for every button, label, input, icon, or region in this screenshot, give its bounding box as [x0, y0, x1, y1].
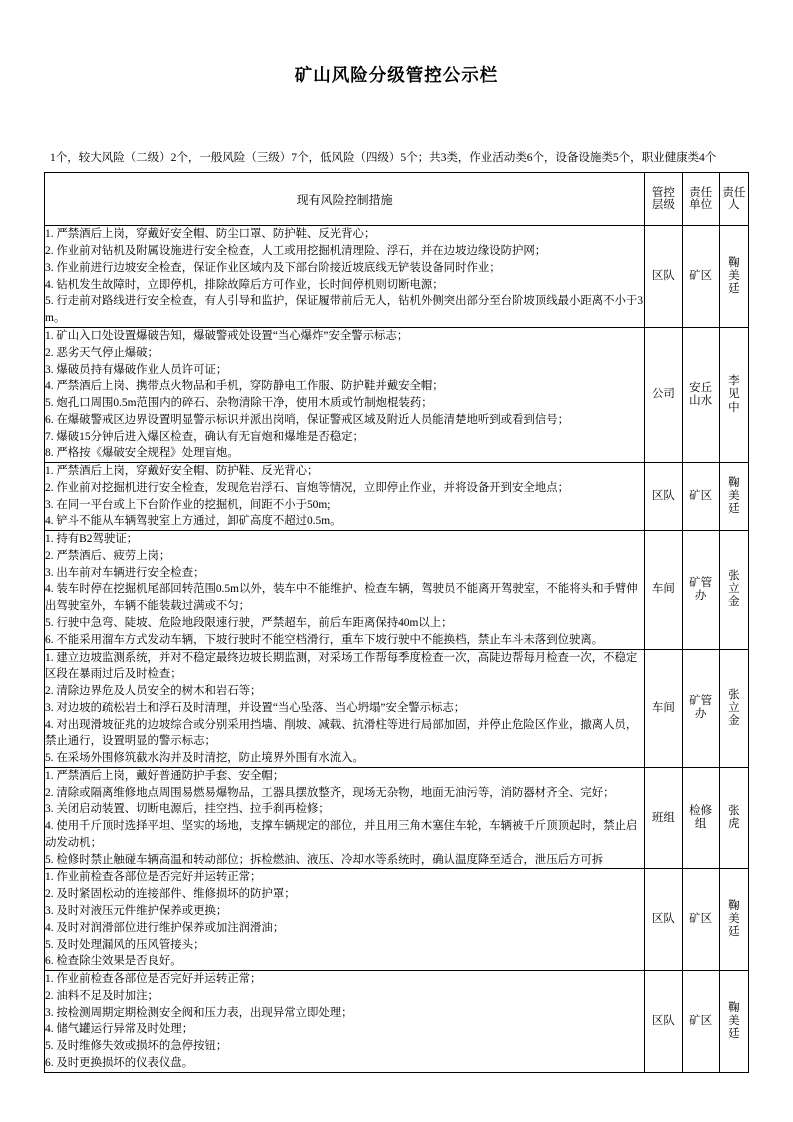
measure-item: 4. 使用千斤顶时选择平坦、坚实的场地，支撑车辆规定的部位，并且用三角木塞住车轮，车辆被千斤顶顶起时，禁止启动发动机； [45, 820, 638, 849]
measure-item: 2. 清除边界危及人员安全的树木和岩石等； [45, 685, 262, 698]
measure-item: 7. 爆破15分钟后进入爆区检查，确认有无盲炮和爆堆是否稳定； [45, 430, 364, 443]
measure-item: 6. 检查除尘效果是否良好。 [45, 955, 182, 968]
measure-item: 1. 严禁酒后上岗，穿戴好安全帽、防护鞋、反光背心； [45, 465, 319, 478]
measure-item: 4. 严禁酒后上岗、携带点火物品和手机，穿防静电工作服、防护鞋并戴安全帽； [45, 380, 444, 393]
measure-item: 1. 作业前检查各部位是否完好并运转正常； [45, 871, 262, 884]
measure-item: 6. 不能采用溜车方式发动车辆，下坡行驶时不能空档滑行，重车下坡行驶中不能换档，禁止车斗未落到位驶离。 [45, 633, 604, 646]
cell-measures [45, 767, 645, 869]
cell-unit [682, 327, 719, 462]
column-header-measures: 现有风险控制措施 [45, 173, 645, 226]
measure-item: 6. 在爆破警戒区边界设置明显警示标识并派出岗哨，保证警戒区域及附近人员能清楚地听到或看到信号； [45, 413, 569, 426]
measure-item: 3. 按检测周期定期检测安全阀和压力表，出现异常立即处理； [45, 1006, 353, 1019]
cell-level [645, 971, 682, 1073]
measure-item: 3. 在同一平台或上下台阶作业的挖掘机，间距不小于50m; [45, 498, 331, 511]
cell-unit [682, 767, 719, 869]
measure-item: 5. 检修时禁止触碰车辆高温和转动部位；拆检燃油、液压、冷却水等系统时，确认温度降至适合，泄压后方可拆 [45, 853, 604, 866]
measure-item: 4. 钻机发生故障时，立即停机，排除故障后方可作业，长时间停机则切断电源； [45, 278, 444, 291]
cell-level-text: 区队 [651, 270, 675, 283]
measure-item: 2. 作业前对挖掘机进行安全检查，发现危岩浮石、盲炮等情况，立即停止作业，并将设备开到安全地点； [45, 481, 569, 494]
table-header [45, 173, 749, 226]
cell-person [719, 869, 748, 971]
measure-item: 4. 装车时停在挖掘机尾部回转范围0.5m以外，装车中不能维护、检查车辆，驾驶员不能离开驾驶室，不能将头和手臂伸出驾驶室外，车辆不能装载过满或不匀； [45, 583, 638, 613]
risk-summary-line: 1个，较大风险（二级）2个，一般风险（三级）7个，低风险（四级）5个；共3类，作业活动类6个，设备设施类5个，职业健康类4个 [50, 151, 717, 164]
cell-unit [682, 649, 719, 767]
measure-item: 4. 及时对润滑部位进行维护保养或加注润滑油； [45, 921, 285, 934]
cell-measures [45, 649, 645, 767]
cell-level [645, 869, 682, 971]
table-row [45, 463, 749, 531]
cell-measures [45, 971, 645, 1073]
cell-level [645, 649, 682, 767]
risk-control-table [44, 172, 749, 1072]
cell-level [645, 531, 682, 649]
measure-item: 2. 清除或隔离维修地点周围易燃易爆物品，工器具摆放整齐，现场无杂物，地面无油污等，消防器材齐全、完好； [45, 786, 615, 799]
cell-unit [682, 226, 719, 328]
table-row [45, 226, 749, 328]
table-body [45, 226, 749, 1072]
cell-person-text: 张立金 [728, 688, 740, 727]
cell-level-text: 车间 [651, 701, 675, 714]
cell-person-text: 张虎 [728, 805, 740, 831]
cell-person [719, 463, 748, 531]
table-row [45, 531, 749, 649]
cell-measures [45, 226, 645, 328]
measure-item: 3. 作业前进行边坡安全检查，保证作业区域内及下部台阶接近坡底线无铲装设备同时作业； [45, 261, 501, 274]
cell-person-text: 李见中 [728, 375, 740, 414]
measure-item: 1. 持有B2驾驶证； [45, 533, 139, 546]
cell-level [645, 327, 682, 462]
cell-level-text: 公司 [651, 388, 675, 401]
table-row [45, 767, 749, 869]
cell-level-text: 区队 [651, 1014, 675, 1027]
cell-unit [682, 971, 719, 1073]
measure-item: 4. 储气罐运行异常及时处理； [45, 1023, 194, 1036]
cell-unit [682, 869, 719, 971]
measure-item: 5. 行驶中急弯、陡坡、危险地段限速行驶，严禁超车，前后车距离保持40m以上； [45, 617, 453, 629]
cell-person [719, 226, 748, 328]
measure-item: 5. 在采场外围修筑截水沟并及时清挖，防止境界外围有水流入。 [45, 752, 364, 765]
table-header-row [45, 173, 749, 226]
table-row [45, 327, 749, 462]
cell-person-text: 鞠美廷 [728, 1001, 740, 1040]
measure-item: 5. 及时维修失效或损坏的急停按钮； [45, 1040, 228, 1053]
cell-unit-text: 矿区 [689, 270, 713, 283]
measure-item: 5. 及时处理漏风的压风管接头； [45, 938, 205, 951]
cell-person-text: 鞠美廷 [728, 900, 740, 939]
measure-item: 4. 对出现滑坡征兆的边坡综合或分别采用挡墙、削坡、减载、抗滑柱等进行局部加固，并停止危险区作业，撤离人员，禁止通行，设置明显的警示标志； [45, 718, 638, 748]
cell-person-text: 鞠美廷 [728, 476, 740, 516]
measure-item: 1. 矿山入口处设置爆破告知，爆破警戒处设置“当心爆炸”安全警示标志； [45, 329, 409, 342]
cell-measures [45, 463, 645, 531]
measure-item: 3. 关闭启动装置、切断电源后，挂空挡、拉手刹再检修； [45, 803, 330, 816]
measure-item: 4. 铲斗不能从车辆驾驶室上方通过，卸矿高度不超过0.5m。 [45, 515, 342, 528]
measure-item: 3. 及时对液压元件维护保养或更换； [45, 905, 228, 918]
measure-item: 2. 严禁酒后、疲劳上岗； [45, 549, 171, 562]
measure-item: 3. 爆破员持有爆破作业人员许可证； [45, 363, 228, 376]
cell-person [719, 767, 748, 869]
cell-measures [45, 531, 645, 649]
cell-measures [45, 327, 645, 462]
measure-item: 3. 对边坡的疏松岩土和浮石及时清理，并设置“当心坠落、当心坍塌”安全警示标志； [45, 701, 466, 714]
cell-level-text: 区队 [651, 913, 675, 926]
measure-item: 5. 炮孔口周围0.5m范围内的碎石、杂物清除干净，使用木质或竹制炮棍装药； [45, 397, 433, 410]
column-header-person: 责任人 [719, 173, 748, 226]
cell-unit-text: 矿区 [689, 490, 713, 503]
table-row [45, 971, 749, 1073]
cell-person [719, 971, 748, 1073]
cell-measures [45, 869, 645, 971]
measure-item: 1. 建立边坡监测系统，并对不稳定最终边坡长期监测，对采场工作帮每季度检查一次，高陡边帮每月检查一次，不稳定区段在暴雨过后及时检查； [45, 651, 638, 681]
cell-unit-text: 矿管办 [689, 695, 713, 721]
cell-level [645, 226, 682, 328]
table-row [45, 869, 749, 971]
measure-item: 6. 及时更换损坏的仪表仪盘。 [45, 1056, 194, 1069]
column-header-unit: 责任单位 [682, 173, 719, 226]
cell-unit [682, 463, 719, 531]
cell-level [645, 463, 682, 531]
measure-item: 2. 恶劣天气停止爆破； [45, 346, 159, 359]
measure-item: 2. 油料不足及时加注； [45, 989, 159, 1002]
measure-item: 1. 作业前检查各部位是否完好并运转正常； [45, 973, 262, 986]
page-title: 矿山风险分级管控公示栏 [294, 65, 499, 85]
measure-item: 1. 严禁酒后上岗，穿戴好安全帽、防尘口罩、防护鞋、反光背心； [45, 228, 376, 241]
cell-unit-text: 矿管办 [689, 576, 713, 602]
measure-item: 3. 出车前对车辆进行安全检查； [45, 566, 205, 579]
measure-item: 8. 严格按《爆破安全规程》处理盲炮。 [45, 447, 239, 460]
cell-level-text: 区队 [651, 490, 675, 503]
cell-level-text: 车间 [651, 583, 675, 596]
measure-item: 2. 及时紧固松动的连接部件、维修损坏的防护罩； [45, 888, 296, 901]
cell-unit-text: 检修组 [689, 805, 713, 831]
cell-level [645, 767, 682, 869]
cell-unit [682, 531, 719, 649]
cell-unit-text: 矿区 [689, 913, 713, 926]
measure-item: 5. 行走前对路线进行安全检查，有人引导和监护，保证履带前后无人，钻机外侧突出部分至台阶坡顶线最小距离不小于3m。 [45, 295, 644, 325]
cell-person-text: 鞠美廷 [728, 257, 740, 296]
cell-person [719, 327, 748, 462]
column-header-level: 管控层级 [645, 173, 682, 226]
table-row [45, 649, 749, 767]
cell-unit-text: 矿区 [689, 1014, 713, 1027]
cell-unit-text: 安丘山水 [689, 381, 713, 408]
measure-item: 1. 严禁酒后上岗，戴好普通防护手套、安全帽； [45, 769, 285, 782]
cell-level-text: 班组 [651, 811, 675, 824]
cell-person-text: 张立金 [728, 570, 740, 609]
measure-item: 2. 作业前对钻机及附属设施进行安全检查，人工或用挖掘机清理险、浮石，并在边坡边缘设防护网； [45, 245, 547, 258]
cell-person [719, 649, 748, 767]
cell-person [719, 531, 748, 649]
